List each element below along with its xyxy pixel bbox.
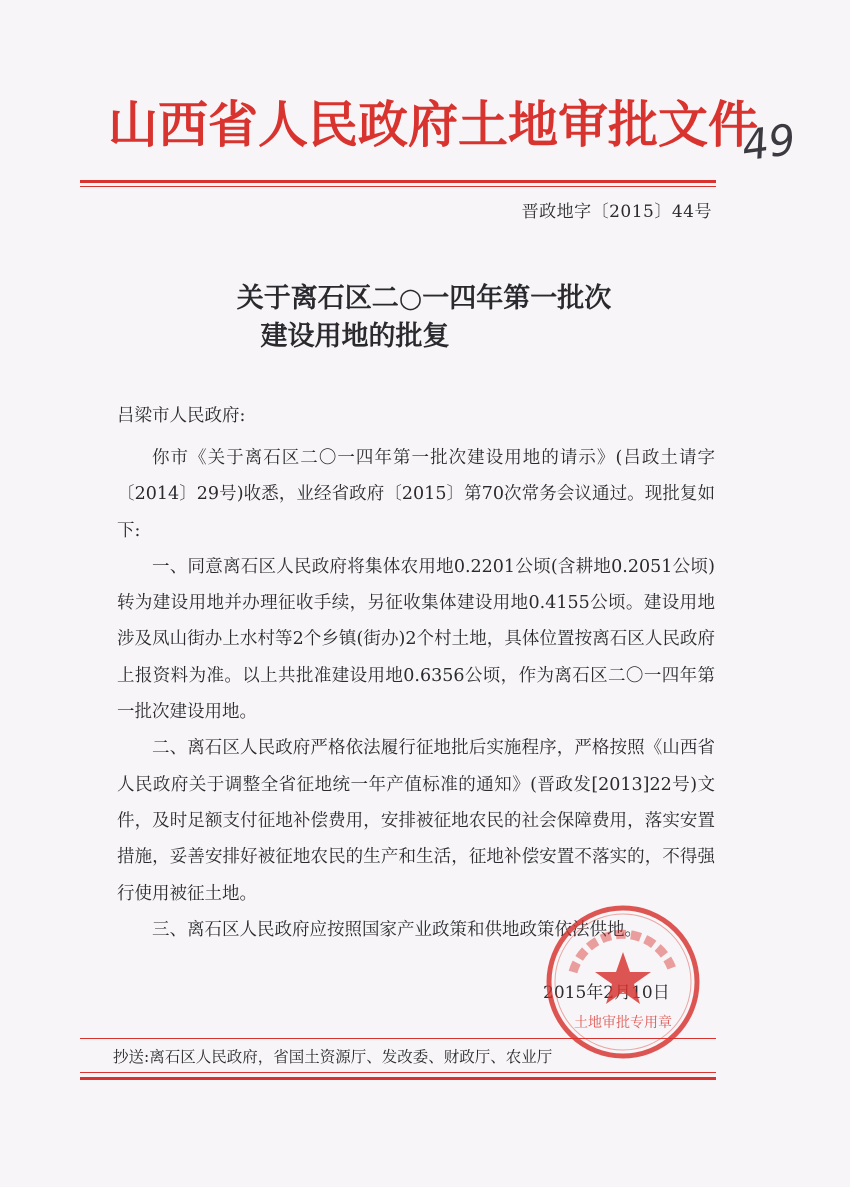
footer-rule-thick: [80, 1077, 716, 1080]
signature-date: 2015年2月10日: [543, 983, 670, 1003]
document-body: [117, 440, 715, 948]
star-icon: [595, 952, 651, 1004]
footer-rule-thin: [80, 1072, 716, 1073]
body-paragraph: 二、离石区人民政府严格依法履行征地批后实施程序，严格按照《山西省人民政府关于调整全省征地统一年产值标准的通知》(晋政发[2013]22号)文件，及时足额支付征地补偿费用，安排被征地农民的社会保障费用，落实安置措施，妥善安排好被征地农民的生产和生活，征地补偿安置不落实的，不得强行使用被征土地。: [117, 738, 715, 904]
document-title-line-2: 建设用地的批复: [260, 321, 450, 352]
header-rule-thick: [80, 180, 716, 183]
cc-distribution: 抄送:离石区人民政府，省国土资源厅、发改委、财政厅、农业厅: [113, 1048, 553, 1066]
document-number: 晋政地字〔2015〕44号: [521, 202, 712, 222]
body-paragraph: 三、离石区人民政府应按照国家产业政策和供地政策依法供地。: [152, 919, 642, 940]
document-header-title: 山西省人民政府土地审批文件: [108, 95, 758, 154]
seal-inner-text: 土地审批专用章: [574, 1015, 672, 1031]
document-title-line-1: 关于离石区二○一四年第一批次: [236, 283, 612, 314]
body-paragraph: 你市《关于离石区二〇一四年第一批次建设用地的请示》(吕政土请字〔2014〕29号)收悉，业经省政府〔2015〕第70次常务会议通过。现批复如下:: [117, 448, 715, 541]
addressee: 吕梁市人民政府:: [117, 406, 246, 426]
header-rule-thin: [80, 186, 716, 187]
document-title: [0, 280, 850, 356]
cc-rule-top: [80, 1038, 716, 1039]
handwritten-page-number: 49: [738, 114, 799, 171]
body-paragraph: 一、同意离石区人民政府将集体农用地0.2201公顷(含耕地0.2051公顷)转为建设用地并办理征收手续，另征收集体建设用地0.4155公顷。建设用地涉及凤山街办上水村等2个乡镇(街办)2个村土地，具体位置按离石区人民政府上报资料为准。以上共批准建设用地0.6356公顷，作为离石区二〇一四年第一批次建设用地。: [117, 556, 715, 723]
